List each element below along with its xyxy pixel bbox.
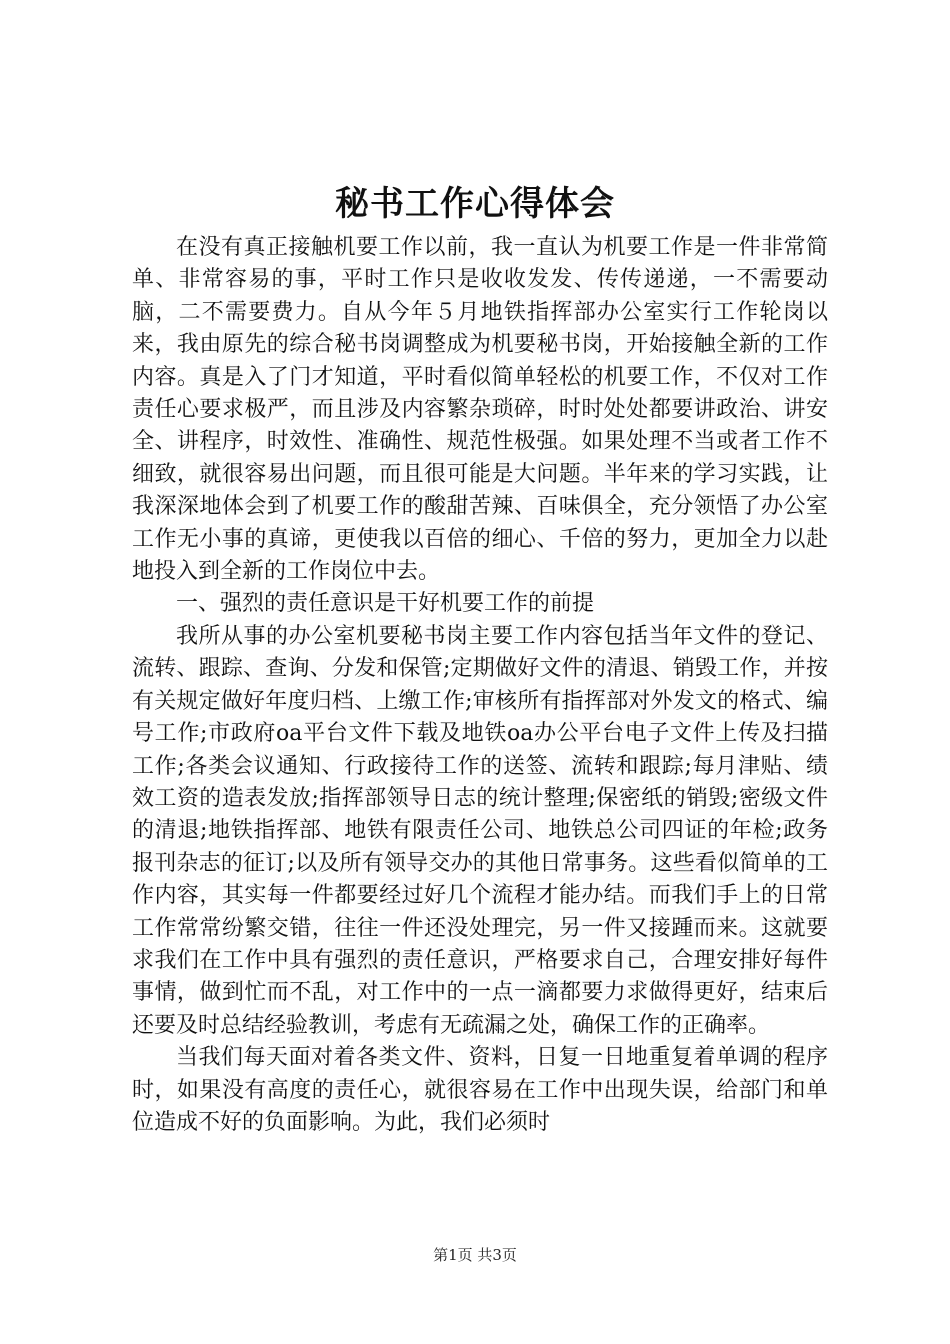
section-heading-1: 一、强烈的责任意识是干好机要工作的前提 <box>176 591 595 617</box>
body-paragraph-duties: 我所从事的办公室机要秘书岗主要工作内容包括当年文件的登记、流转、跟踪、查询、分发和保管;定期做好文件的清退、销毁工作，并按有关规定做好年度归档、上缴工作;审核所有指挥部对外发文的格式、编号工作;市政府oa平台文件下载及地铁oa办公平台电子文件上传及扫描工作;各类会议通知、行政接待工作的送签、流转和跟踪;每月津贴、绩效工资的造表发放;指挥部领导日志的统计整理;保密纸的销毁;密级文件的清退;地铁指挥部、地铁有限责任公司、地铁总公司四证的年检;政务报刊杂志的征订;以及所有领导交办的其他日常事务。这些看似简单的工作内容，其实每一件都要经过好几个流程才能办结。而我们手上的日常工作常常纷繁交错，往往一件还没处理完，另一件又接踵而来。这就要求我们在工作中具有强烈的责任意识，严格要求自己，合理安排好每件事情，做到忙而不乱，对工作中的一点一滴都要力求做得更好，结束后还要及时总结经验教训，考虑有无疏漏之处，确保工作的正确率。 <box>132 623 828 1038</box>
document-title: 秘书工作心得体会 <box>335 184 615 224</box>
body-paragraph-responsibility: 当我们每天面对着各类文件、资料，日复一日地重复着单调的程序时，如果没有高度的责任心，就很容易在工作中出现失误，给部门和单位造成不好的负面影响。为此，我们必须时 <box>132 1045 828 1135</box>
document-body <box>132 232 828 1139</box>
page-number-footer: 第1页 共3页 <box>433 1246 517 1264</box>
body-paragraph-intro: 在没有真正接触机要工作以前，我一直认为机要工作是一件非常简单、非常容易的事，平时工作只是收收发发、传传递递，一不需要动脑，二不需要费力。自从今年５月地铁指挥部办公室实行工作轮岗以来，我由原先的综合秘书岗调整成为机要秘书岗，开始接触全新的工作内容。真是入了门才知道，平时看似简单轻松的机要工作，不仅对工作责任心要求极严，而且涉及内容繁杂琐碎，时时处处都要讲政治、讲安全、讲程序，时效性、准确性、规范性极强。如果处理不当或者工作不细致，就很容易出问题，而且很可能是大问题。半年来的学习实践，让我深深地体会到了机要工作的酸甜苦辣、百味俱全，充分领悟了办公室工作无小事的真谛，更使我以百倍的细心、千倍的努力，更加全力以赴地投入到全新的工作岗位中去。 <box>132 235 828 585</box>
